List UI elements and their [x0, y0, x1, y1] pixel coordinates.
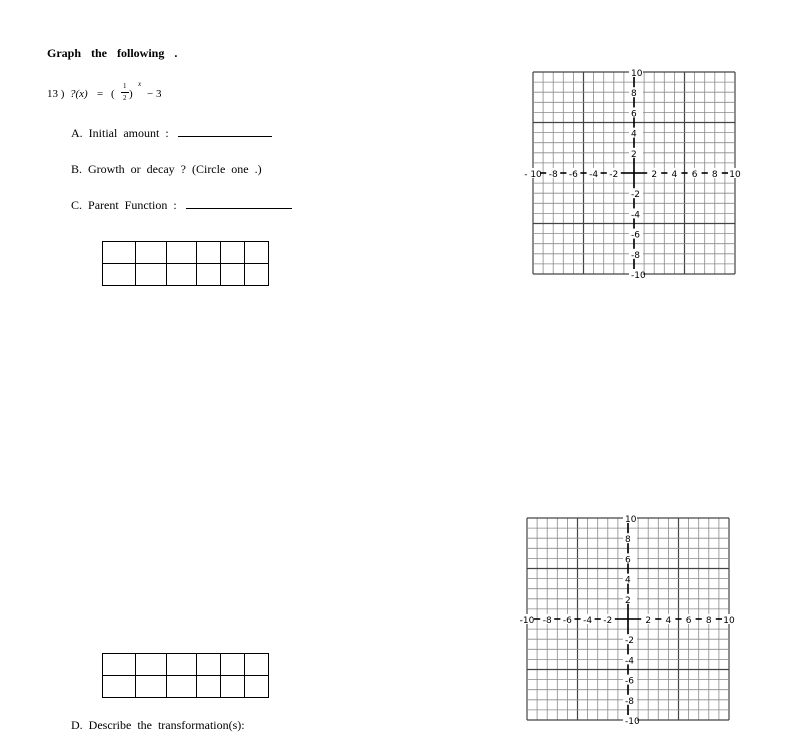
- fraction-denominator: 2: [123, 94, 127, 102]
- x-tick-label: 10: [729, 170, 741, 180]
- x-tick-label: -8: [548, 170, 558, 180]
- y-tick-label: -2: [625, 636, 634, 647]
- coordinate-grid-2[interactable]: [519, 515, 735, 727]
- x-tick-label: 8: [711, 170, 718, 180]
- worksheet-heading: Graph the following .: [47, 46, 178, 60]
- parent-function-blank[interactable]: [186, 198, 292, 209]
- table-cell[interactable]: [136, 676, 167, 698]
- y-tick-label: 8: [631, 89, 637, 100]
- part-a-letter: A.: [71, 126, 83, 140]
- x-tick-label: 6: [685, 616, 692, 626]
- y-tick-label: 10: [625, 515, 637, 525]
- equation-tail: − 3: [147, 88, 162, 100]
- table-row: [103, 242, 269, 264]
- y-tick-label: -6: [625, 676, 634, 687]
- y-tick-label: 4: [625, 575, 631, 586]
- part-d-letter: D.: [71, 718, 83, 732]
- table-row: [103, 676, 269, 698]
- table-cell[interactable]: [197, 654, 221, 676]
- x-tick-label: 2: [645, 616, 652, 626]
- y-tick-label: -6: [631, 230, 640, 241]
- table-cell[interactable]: [197, 242, 221, 264]
- y-tick-label: 2: [631, 149, 637, 160]
- y-tick-label: 2: [625, 595, 631, 606]
- y-tick-label: -2: [631, 190, 640, 201]
- coordinate-grid-1[interactable]: [524, 69, 741, 281]
- x-tick-label: 2: [651, 170, 658, 180]
- y-tick-label: 6: [625, 555, 631, 566]
- table-row: [103, 654, 269, 676]
- table-cell[interactable]: [245, 654, 269, 676]
- part-c-letter: C.: [71, 198, 83, 212]
- y-tick-label: -4: [625, 656, 634, 667]
- y-tick-label: -8: [625, 696, 634, 707]
- x-tick-label: 8: [705, 616, 712, 626]
- x-tick-label: 6: [691, 170, 698, 180]
- table-cell[interactable]: [167, 242, 197, 264]
- x-tick-label: 4: [671, 170, 678, 180]
- part-b-line: [71, 162, 262, 177]
- y-tick-label: 6: [631, 109, 637, 120]
- x-tick-label: -10: [519, 616, 535, 626]
- part-b-text: Growth or decay ? (Circle one .): [88, 162, 262, 176]
- x-tick-label: -2: [609, 170, 619, 180]
- problem-number: 13 ): [47, 88, 65, 100]
- y-tick-label: 4: [631, 129, 637, 140]
- table-cell[interactable]: [136, 264, 167, 286]
- x-tick-label: -6: [562, 616, 572, 626]
- part-d-line: [71, 718, 245, 733]
- part-b-letter: B.: [71, 162, 83, 176]
- fraction-numerator: 1: [123, 82, 127, 90]
- y-tick-label: -10: [625, 717, 640, 727]
- table-cell[interactable]: [221, 242, 245, 264]
- fraction-bar: [121, 92, 129, 93]
- table-cell[interactable]: [167, 654, 197, 676]
- x-tick-label: - 10: [524, 170, 542, 180]
- initial-amount-blank[interactable]: [178, 126, 272, 137]
- table-cell[interactable]: [136, 242, 167, 264]
- part-d-text: Describe the transformation(s):: [88, 718, 245, 732]
- table-cell[interactable]: [103, 242, 136, 264]
- table-cell[interactable]: [167, 264, 197, 286]
- close-paren: ): [129, 88, 133, 100]
- table-cell[interactable]: [103, 654, 136, 676]
- equals-sign: =: [97, 88, 104, 100]
- part-a-line: [71, 126, 272, 141]
- open-paren: (: [111, 88, 115, 100]
- part-c-line: [71, 198, 292, 213]
- problem-equation: [47, 80, 187, 112]
- table-cell[interactable]: [197, 264, 221, 286]
- y-tick-label: 8: [625, 535, 631, 546]
- value-table-1: [102, 241, 269, 286]
- function-name: ?(x): [70, 88, 88, 100]
- x-tick-label: -4: [583, 616, 593, 626]
- y-tick-label: -8: [631, 250, 640, 261]
- part-c-text: Parent Function :: [88, 198, 177, 212]
- exponent: x: [138, 80, 142, 88]
- table-cell[interactable]: [245, 676, 269, 698]
- table-row: [103, 264, 269, 286]
- x-tick-label: -2: [603, 616, 613, 626]
- x-tick-label: -8: [542, 616, 552, 626]
- y-tick-label: -10: [631, 271, 646, 281]
- table-cell[interactable]: [197, 676, 221, 698]
- y-tick-label: 10: [631, 69, 643, 79]
- x-tick-label: -4: [589, 170, 599, 180]
- value-table-2: [102, 653, 269, 698]
- table-cell[interactable]: [221, 264, 245, 286]
- x-tick-label: 4: [665, 616, 672, 626]
- part-a-text: Initial amount :: [88, 126, 169, 140]
- table-cell[interactable]: [167, 676, 197, 698]
- table-cell[interactable]: [103, 676, 136, 698]
- table-cell[interactable]: [103, 264, 136, 286]
- table-cell[interactable]: [245, 242, 269, 264]
- table-cell[interactable]: [221, 676, 245, 698]
- table-cell[interactable]: [245, 264, 269, 286]
- table-cell[interactable]: [136, 654, 167, 676]
- x-tick-label: 10: [723, 616, 735, 626]
- table-cell[interactable]: [221, 654, 245, 676]
- y-tick-label: -4: [631, 210, 640, 221]
- x-tick-label: -6: [568, 170, 578, 180]
